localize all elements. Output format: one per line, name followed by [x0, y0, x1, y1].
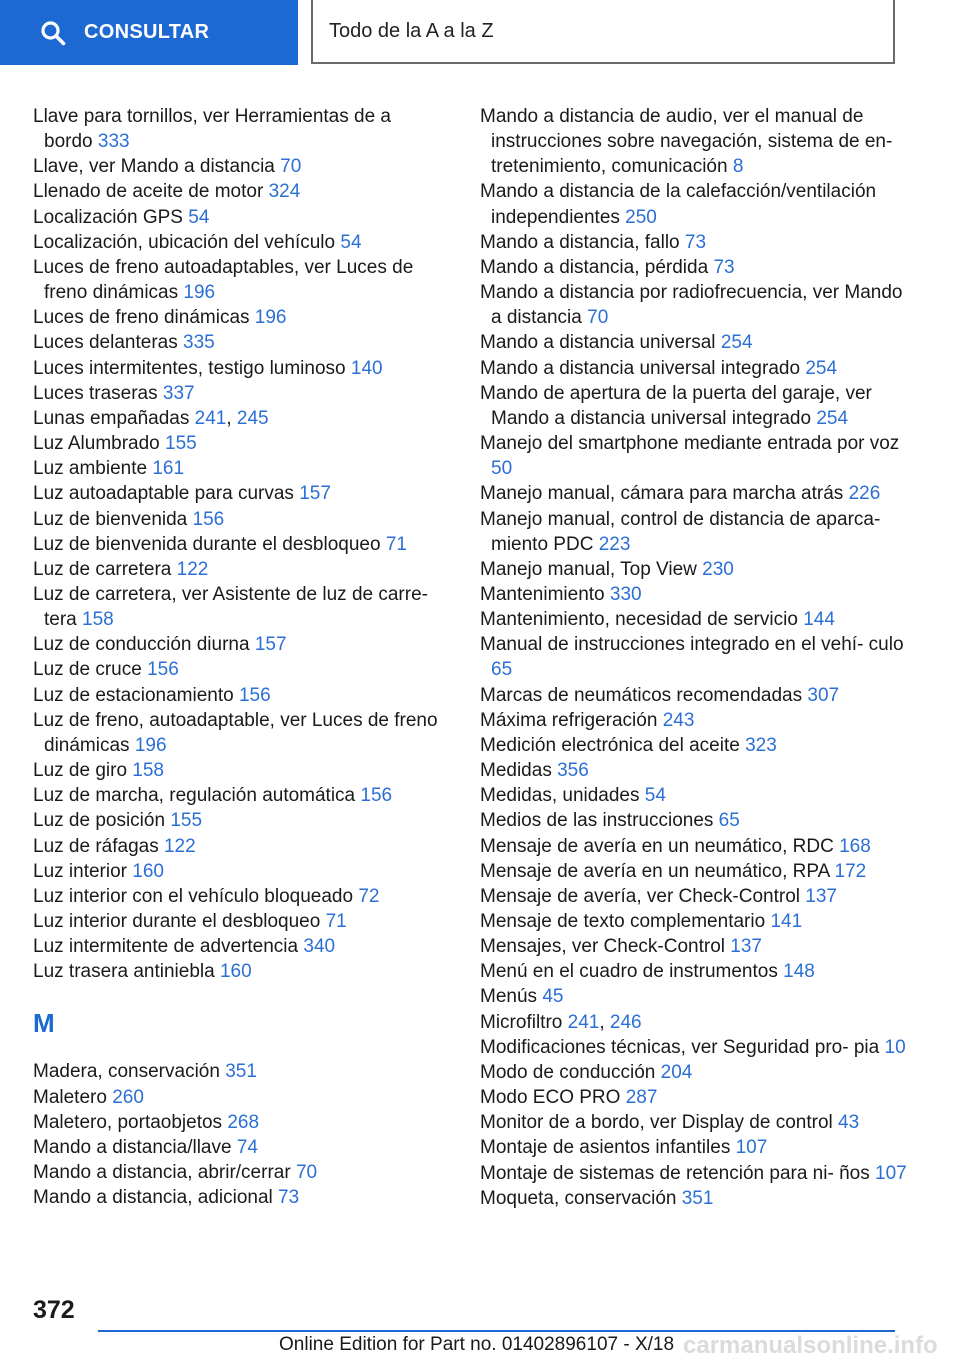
index-entry-text: Montaje de asientos infantiles: [480, 1137, 731, 1159]
index-entry-text: Mantenimiento: [480, 583, 605, 605]
page-link[interactable]: 241: [567, 1011, 600, 1033]
page-link[interactable]: 144: [803, 609, 835, 631]
page-link[interactable]: 137: [805, 885, 837, 907]
index-entry: [33, 1110, 443, 1135]
page-link[interactable]: 160: [132, 860, 164, 882]
index-entry: [480, 557, 910, 582]
index-entry: Lunas empañadas 241, 245: [33, 407, 269, 429]
page-link[interactable]: 241: [194, 407, 227, 429]
page-link[interactable]: 54: [188, 206, 210, 228]
page-link[interactable]: 196: [183, 282, 216, 304]
index-entry: [480, 507, 910, 557]
index-entry-text: Localización GPS: [33, 206, 183, 228]
index-entry-text: Mando a distancia, adicional: [33, 1187, 273, 1209]
index-entry: [480, 1035, 910, 1060]
index-entry-text: Máxima refrigeración: [480, 709, 658, 731]
breadcrumb-tab[interactable]: [311, 0, 895, 64]
index-entry: [33, 909, 443, 934]
index-entry-text: Mando a distancia por radiofrecuencia, ver Mando a distancia: [480, 282, 903, 329]
index-entry: [33, 1059, 443, 1084]
index-entry: [33, 481, 443, 506]
index-entry-text: Luz de carretera, ver Asistente de luz de carre‐ tera: [33, 583, 428, 631]
index-entry-text: Mando a distancia, abrir/cerrar: [33, 1162, 291, 1184]
page-number: 372: [33, 1296, 75, 1324]
index-entry-text: Medición electrónica del aceite: [480, 734, 740, 756]
index-entry-text: Manejo manual, Top View: [480, 558, 697, 580]
page-link[interactable]: 140: [350, 357, 383, 379]
page-link[interactable]: 65: [491, 659, 513, 681]
index-entry: [480, 959, 910, 984]
index-entry-text: Localización, ubicación del vehículo: [33, 231, 336, 253]
index-entry: [480, 481, 910, 506]
index-entry: [33, 884, 443, 909]
index-entry-text: Mando a distancia de la calefacción/ventilación independientes: [480, 181, 877, 228]
page-link[interactable]: 268: [227, 1111, 260, 1133]
index-entry-text: Medidas: [480, 760, 552, 782]
index-entry-text: Maletero, portaobjetos: [33, 1111, 223, 1133]
page-link[interactable]: 10: [884, 1036, 906, 1058]
index-entry: [33, 632, 443, 657]
page-link[interactable]: 45: [542, 986, 564, 1008]
index-entry-text: Mensaje de texto complementario: [480, 911, 766, 932]
index-entry-text: Montaje de sistemas de retención para ni‐ ños: [480, 1162, 870, 1184]
page-link[interactable]: 54: [644, 785, 666, 807]
index-entry: [480, 984, 910, 1009]
index-entry: Microfiltro 241, 246: [480, 1011, 642, 1033]
index-entry-text: Mando a distancia universal: [480, 332, 716, 354]
page-link[interactable]: 156: [192, 508, 225, 530]
page-link[interactable]: 287: [625, 1087, 658, 1109]
index-column-right: [480, 104, 910, 1211]
page-link[interactable]: 107: [735, 1137, 768, 1159]
page-link[interactable]: 156: [147, 659, 179, 681]
index-entry: [33, 154, 443, 179]
index-entry: [480, 255, 910, 280]
index-entry: [480, 859, 910, 884]
index-list-right: [480, 104, 910, 1211]
index-entry: [33, 934, 443, 959]
index-entry-text: Menú en el cuadro de instrumentos: [480, 961, 778, 983]
page-link[interactable]: 254: [720, 332, 753, 354]
index-entry: [33, 1085, 443, 1110]
page-link[interactable]: 73: [278, 1187, 300, 1209]
page-link[interactable]: 254: [816, 407, 849, 429]
index-entry: [480, 808, 910, 833]
index-entry: [480, 356, 910, 381]
page-link[interactable]: 156: [360, 785, 393, 807]
page-link[interactable]: 137: [730, 936, 762, 958]
index-entry: [480, 607, 910, 632]
page-link[interactable]: 340: [303, 936, 336, 958]
index-entry: [33, 657, 443, 682]
index-entry: [33, 582, 443, 632]
index-entry-text: Modo ECO PRO: [480, 1087, 621, 1109]
index-list-l: [33, 104, 443, 984]
page-link[interactable]: 351: [681, 1187, 714, 1209]
index-entry-text: Manejo manual, cámara para marcha atrás: [480, 483, 844, 505]
index-entry-text: Luz de cruce: [33, 659, 142, 681]
index-entry: [480, 582, 910, 607]
index-entry-text: Luz de giro: [33, 760, 128, 782]
index-entry-text: Luz interior: [33, 860, 127, 882]
page-link[interactable]: 243: [662, 709, 695, 731]
index-list-m: [33, 1059, 443, 1210]
footer-edition: Online Edition for Part no. 01402896107 - X/18: [279, 1334, 675, 1355]
page-link[interactable]: 351: [225, 1061, 257, 1083]
index-entry-text: Luz interior durante el desbloqueo: [33, 911, 321, 932]
index-entry: [480, 834, 910, 859]
page-link[interactable]: 122: [163, 835, 196, 857]
search-icon: [40, 20, 66, 46]
index-entry: [480, 381, 910, 431]
section-letter: M: [33, 1008, 55, 1039]
watermark: carmanualsonline.info: [683, 1332, 938, 1359]
page-link[interactable]: 155: [170, 810, 203, 832]
index-entry-text: Microfiltro: [480, 1011, 563, 1033]
page-link[interactable]: 161: [152, 458, 185, 480]
index-entry: [33, 859, 443, 884]
index-column-left: [33, 104, 443, 1210]
index-entry-text: Luz trasera antiniebla: [33, 961, 215, 983]
index-entry: [480, 330, 910, 355]
index-entry-text: Manejo del smartphone mediante entrada por voz: [480, 433, 900, 455]
index-entry-text: Luces delanteras: [33, 332, 178, 354]
index-entry: [33, 708, 443, 758]
index-entry: [33, 683, 443, 708]
page-link[interactable]: 70: [295, 1162, 318, 1184]
page-link[interactable]: 70: [280, 156, 302, 178]
index-entry: [33, 104, 443, 154]
index-entry-text: Mensajes, ver Check-Control: [480, 936, 725, 958]
index-entry: [480, 431, 910, 481]
index-entry-text: Mensaje de avería, ver Check-Control: [480, 885, 800, 907]
page-link[interactable]: 223: [598, 533, 631, 555]
page-link[interactable]: 148: [783, 961, 815, 983]
index-entry-text: Luces intermitentes, testigo luminoso: [33, 357, 346, 379]
index-entry-text: Mando a distancia, pérdida: [480, 256, 709, 278]
index-entry: [480, 1161, 910, 1186]
index-entry: [33, 305, 443, 330]
page-link[interactable]: 50: [491, 458, 513, 480]
index-entry: [480, 104, 910, 179]
page-link[interactable]: 141: [770, 911, 803, 932]
index-entry: [33, 1185, 443, 1210]
index-entry-text: Lunas empañadas: [33, 407, 190, 429]
index-entry: [480, 1135, 910, 1160]
page-link[interactable]: 74: [236, 1136, 258, 1158]
index-entry-text: Llave, ver Mando a distancia: [33, 156, 275, 178]
index-entry: [480, 708, 910, 733]
page-link[interactable]: 158: [132, 760, 164, 782]
page-link[interactable]: 333: [97, 131, 130, 153]
index-entry-text: Modo de conducción: [480, 1061, 656, 1083]
consult-tab[interactable]: [0, 0, 298, 65]
index-entry-text: Luz de carretera: [33, 558, 172, 580]
index-entry-text: Luz de conducción diurna: [33, 634, 250, 656]
index-entry-text: Medios de las instrucciones: [480, 810, 714, 832]
index-entry: [480, 1085, 910, 1110]
page-link[interactable]: 122: [176, 558, 209, 580]
index-entry: [33, 255, 443, 305]
page-link[interactable]: 230: [702, 558, 734, 580]
index-entry: [480, 280, 910, 330]
index-entry-text: Menús: [480, 986, 538, 1008]
index-entry-text: Mando a distancia/llave: [33, 1136, 232, 1158]
index-entry: [480, 230, 910, 255]
index-entry-text: Marcas de neumáticos recomendadas: [480, 684, 803, 706]
index-entry: [33, 1135, 443, 1160]
page-link[interactable]: 196: [254, 307, 287, 329]
page-link[interactable]: 260: [112, 1086, 144, 1108]
index-entry: [33, 783, 443, 808]
index-entry-text: Luz de estacionamiento: [33, 684, 234, 706]
page-link[interactable]: 168: [839, 835, 871, 857]
index-entry-text: Llenado de aceite de motor: [33, 181, 264, 203]
page-link[interactable]: 245: [236, 407, 269, 429]
page-link[interactable]: 70: [587, 307, 609, 329]
page-link[interactable]: 356: [557, 760, 589, 782]
consult-tab-label: CONSULTAR: [84, 21, 210, 43]
page-link[interactable]: 337: [162, 382, 195, 404]
index-entry-text: Manual de instrucciones integrado en el vehí‐ culo: [480, 634, 904, 656]
index-entry: [33, 456, 443, 481]
index-entry-text: Luz autoadaptable para curvas: [33, 483, 294, 505]
page-link[interactable]: 71: [385, 533, 407, 555]
index-entry: [33, 1160, 443, 1185]
page-link[interactable]: 250: [625, 206, 657, 228]
index-entry-text: Manejo manual, control de distancia de aparca‐ miento PDC: [480, 508, 881, 555]
index-entry: [33, 557, 443, 582]
index-entry-text: Modificaciones técnicas, ver Seguridad pro‐ pia: [480, 1036, 880, 1058]
page-link[interactable]: 254: [805, 357, 838, 379]
index-entry-text: Llave para tornillos, ver Herramientas de a bordo: [33, 106, 392, 153]
index-entry: [480, 1186, 910, 1211]
page-link[interactable]: 157: [299, 483, 331, 505]
index-entry: [33, 381, 443, 406]
index-entry: [33, 532, 443, 557]
index-entry-text: Luz de ráfagas: [33, 835, 159, 857]
page-link[interactable]: 54: [340, 231, 362, 253]
page-link[interactable]: 196: [134, 734, 167, 756]
index-entry-text: Mensaje de avería en un neumático, RDC: [480, 835, 834, 857]
index-entry-text: Luces de freno dinámicas: [33, 307, 250, 329]
index-entry: [480, 683, 910, 708]
index-entry: [33, 330, 443, 355]
page-link[interactable]: 155: [165, 433, 197, 455]
index-entry: [480, 934, 910, 959]
index-entry-text: Luces de freno autoadaptables, ver Luces de freno dinámicas: [33, 256, 414, 304]
index-entry-text: Luz de freno, autoadaptable, ver Luces de freno dinámicas: [33, 709, 438, 756]
index-entry: [480, 1060, 910, 1085]
index-entry: [480, 884, 910, 909]
index-entry: [33, 808, 443, 833]
page-link[interactable]: 226: [848, 483, 881, 505]
index-entry: [480, 733, 910, 758]
page-link[interactable]: 157: [254, 634, 287, 656]
page-link[interactable]: 43: [838, 1112, 860, 1134]
index-entry-text: Luz de posición: [33, 810, 166, 832]
index-entry: [33, 959, 443, 984]
index-entry-text: Luz de bienvenida durante el desbloqueo: [33, 533, 381, 555]
index-entry-text: Mando a distancia universal integrado: [480, 357, 801, 379]
page-link[interactable]: 107: [875, 1162, 907, 1184]
index-entry-text: Luz de bienvenida: [33, 508, 188, 530]
page-link[interactable]: 65: [718, 810, 740, 832]
page-link[interactable]: 160: [219, 961, 252, 983]
index-entry-text: Mensaje de avería en un neumático, RPA: [480, 860, 830, 882]
index-entry: [33, 230, 443, 255]
index-entry-text: Luz Alumbrado: [33, 433, 160, 455]
index-entry: [480, 758, 910, 783]
page-link[interactable]: 71: [325, 911, 347, 932]
page-link[interactable]: 335: [183, 332, 215, 354]
index-entry-text: Luz interior con el vehículo bloqueado: [33, 885, 354, 907]
page-link[interactable]: 72: [358, 885, 380, 907]
index-entry: [33, 507, 443, 532]
index-entry-text: Medidas, unidades: [480, 785, 640, 807]
index-entry: [33, 356, 443, 381]
index-entry: [33, 205, 443, 230]
page-link[interactable]: 158: [82, 609, 114, 631]
page-link[interactable]: 172: [834, 860, 867, 882]
index-entry: [33, 834, 443, 859]
index-entry-text: Luz de marcha, regulación automática: [33, 785, 356, 807]
page-link[interactable]: 324: [268, 181, 301, 203]
page-link[interactable]: 73: [684, 231, 707, 253]
index-entry: [480, 632, 910, 682]
index-entry: [480, 179, 910, 229]
index-entry-text: Madera, conservación: [33, 1061, 220, 1083]
index-entry-text: Moqueta, conservación: [480, 1187, 677, 1209]
page-link[interactable]: 246: [609, 1011, 642, 1033]
index-entry-text: Monitor de a bordo, ver Display de control: [480, 1112, 833, 1134]
index-entry-text: Luz intermitente de advertencia: [33, 936, 299, 958]
page-link[interactable]: 307: [807, 684, 840, 706]
page-link[interactable]: 8: [732, 156, 744, 178]
index-entry-text: Luz ambiente: [33, 458, 148, 480]
index-entry: [480, 909, 910, 934]
index-entry: [33, 431, 443, 456]
index-entry: [33, 758, 443, 783]
index-entry: [33, 179, 443, 204]
index-entry-text: Mantenimiento, necesidad de servicio: [480, 609, 798, 631]
index-entry-text: Maletero: [33, 1086, 107, 1108]
index-entry: [480, 783, 910, 808]
index-entry-text: Mando a distancia, fallo: [480, 231, 680, 253]
page-link[interactable]: 323: [745, 734, 777, 756]
page-link[interactable]: 73: [713, 256, 735, 278]
index-entry-text: Mando a distancia de audio, ver el manual de instrucciones sobre navegación, sistema de en‐ tretenimiento, comunicación: [480, 106, 893, 178]
index-entry-text: Mando de apertura de la puerta del garaje, ver Mando a distancia universal integrado: [480, 382, 872, 429]
page-link[interactable]: 156: [238, 684, 271, 706]
page-link[interactable]: 204: [660, 1061, 693, 1083]
index-entry-text: Luces traseras: [33, 382, 158, 404]
page-link[interactable]: 330: [609, 583, 642, 605]
breadcrumb: Todo de la A a la Z: [329, 19, 494, 42]
index-entry: [480, 1110, 910, 1135]
